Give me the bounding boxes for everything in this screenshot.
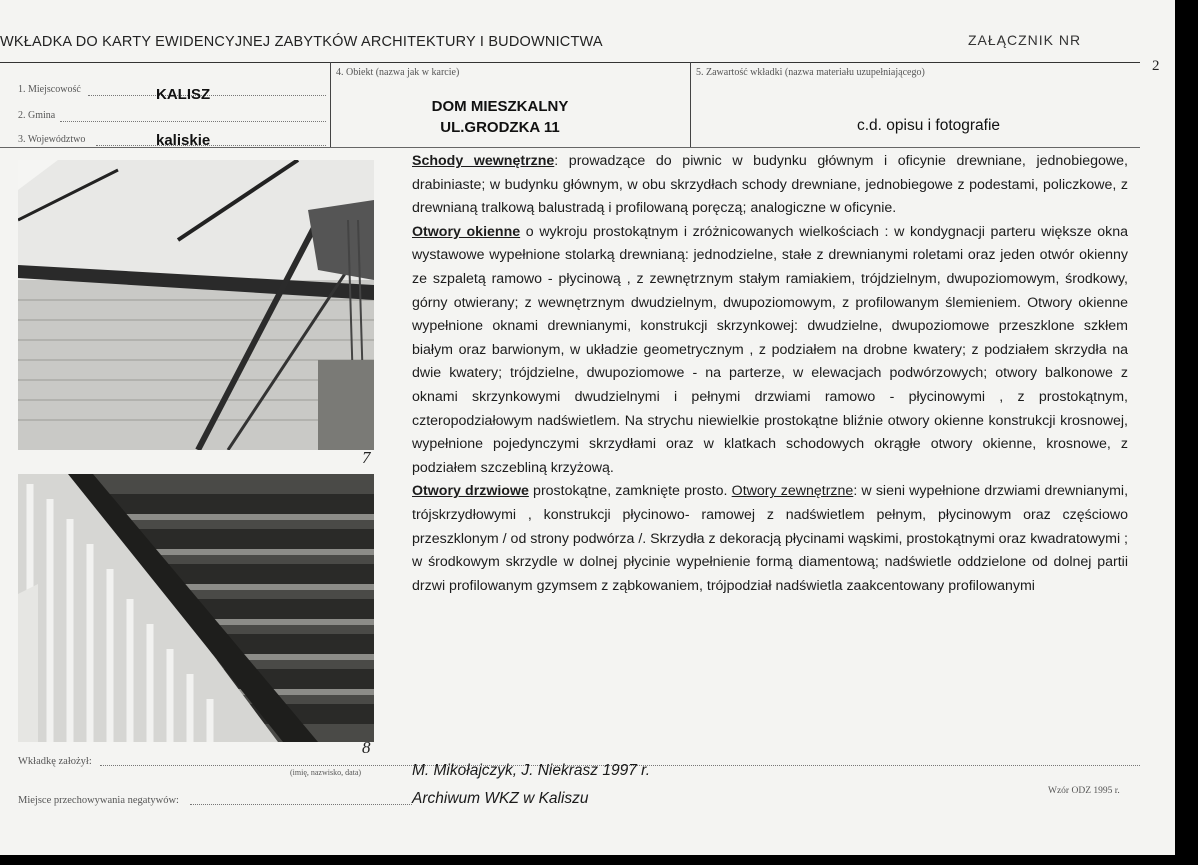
founder-hint: (imię, nazwisko, data) [290, 768, 362, 777]
photo-attic-drawing [18, 160, 374, 450]
province-label: 3. Województwo [18, 134, 86, 145]
doors-text-b: : w sieni wypełnione drzwiami drewnianymi, trójskrzydłowymi , konstrukcji płycinowo- ramowej z nadświetlem pełnym, płycinowym oraz częściowo przeszklonym / od strony podwórza /. Skrzydła z dekoracją płycinami wąskimi, prostokątnymi oraz kwadratowymi ; w środkowym skrzydle w dolnej płycinie wypełnienie formą diamentową; nadświetle oddzielone od dolnej partii drzwi profilowanym gzymsem z ząbkowaniem, trójpodział nadświetla zaakcentowany profilowanymi [412, 483, 1129, 594]
header-top-rule [0, 62, 1140, 63]
paragraph-windows [412, 221, 1128, 481]
founder-label: Wkładkę założył: [18, 756, 92, 767]
annex-label: ZAŁĄCZNIK NR [968, 32, 1082, 48]
province-dots [96, 144, 326, 146]
term-doors: Otwory drzwiowe [412, 483, 529, 500]
object-label: 4. Obiekt (nazwa jak w karcie) [336, 67, 460, 78]
contents-value: c.d. opisu i fotografie [857, 117, 1001, 134]
document-title: WKŁADKA DO KARTY EWIDENCYJNEJ ZABYTKÓW ARCHITEKTURY I BUDOWNICTWA [0, 34, 603, 50]
photo-staircase [18, 474, 374, 742]
commune-dots [60, 120, 326, 122]
stairs-text: : prowadzące do piwnic w budynku głównym i oficynie drewniane, jednobiegowe, drabiniaste; w budynku głównym, w obu skrzydłach schody drewniane, jednobiegowe z podestami, policzkowe, z drewnianą tralkową balustradą i profilowaną poręczą; analogiczne w oficynie. [412, 153, 1128, 217]
header-divider-right [690, 62, 691, 148]
storage-label: Miejsce przechowywania negatywów: [18, 795, 179, 806]
contents-label: 5. Zawartość wkładki (nazwa materiału uzupełniającego) [696, 67, 925, 78]
photo-staircase-drawing [18, 474, 374, 742]
locality-value: KALISZ [156, 86, 211, 103]
province-value: kaliskie [156, 132, 211, 149]
storage-value: Archiwum WKZ w Kaliszu [412, 790, 589, 807]
photo-attic-interior [18, 160, 374, 450]
doors-text-a: prostokątne, zamknięte prosto. [528, 483, 732, 500]
template-label: Wzór ODZ 1995 r. [1048, 786, 1120, 796]
object-value-address: UL.GRODZKA 11 [440, 119, 560, 136]
term-stairs: Schody wewnętrzne [412, 153, 555, 169]
commune-label: 2. Gmina [18, 110, 56, 121]
locality-label: 1. Miejscowość [18, 84, 81, 95]
founder-value: M. Mikołajczyk, J. Niekrasz 1997 r. [412, 762, 651, 779]
storage-dots [190, 803, 412, 805]
photo-7-caption: 7 [362, 448, 371, 467]
photo-8-caption: 8 [362, 738, 371, 757]
term-windows: Otwory okienne [412, 223, 521, 240]
description-text [412, 150, 1128, 598]
object-value-name: DOM MIESZKALNY [431, 98, 569, 115]
page-number: 2 [1152, 58, 1160, 74]
paragraph-doors [412, 480, 1128, 598]
term-external-openings: Otwory zewnętrzne [731, 483, 854, 500]
windows-text: o wykroju prostokątnym i zróżnicowanych wielkościach : w kondygnacji parteru większe okna wystawowe wypełnione stolarką drewnianą: jednodzielne, stałe z drewnianymi roletami oraz jeden otwór okienny ze szpaletą ramowo - płycinową , z zewnętrznym stałym ramiakiem, trójdzielnym, dwupoziomowym, środkowy, górny otwierany; z wewnętrznym dwudzielnym, dwupoziomowym, z profilowanym ślemieniem. Otwory okienne wypełnione oknami drewnianymi, konstrukcji skrzynkowej: dwudzielne, dwupoziomowe przeszklone szkłem białym oraz barwionym, w układzie geometrycznym , z podziałem na drobne kwatery; z podziałem skrzydła na dwie kwatery; trójdzielne, dwupoziomowe - na parterze, w elewacjach podwórzowych; otwory balkonowe z oknami skrzynkowymi dwudzielnymi i pełnymi drzwiami ramowo - płycinowymi , z prostokątnym, czteropodziałowym nadświetlem. Na strychu niewielkie prostokątne bliźnie otwory okienne konstrukcji krosnowej, wypełnione pojedynczymi skrzydłami oraz w klatkach schodowych okrągłe otwory okienne, krosnowe, z podziałem szczebliną krzyżową. [412, 223, 1128, 476]
header-divider-left [330, 62, 331, 148]
paragraph-stairs [412, 150, 1128, 221]
